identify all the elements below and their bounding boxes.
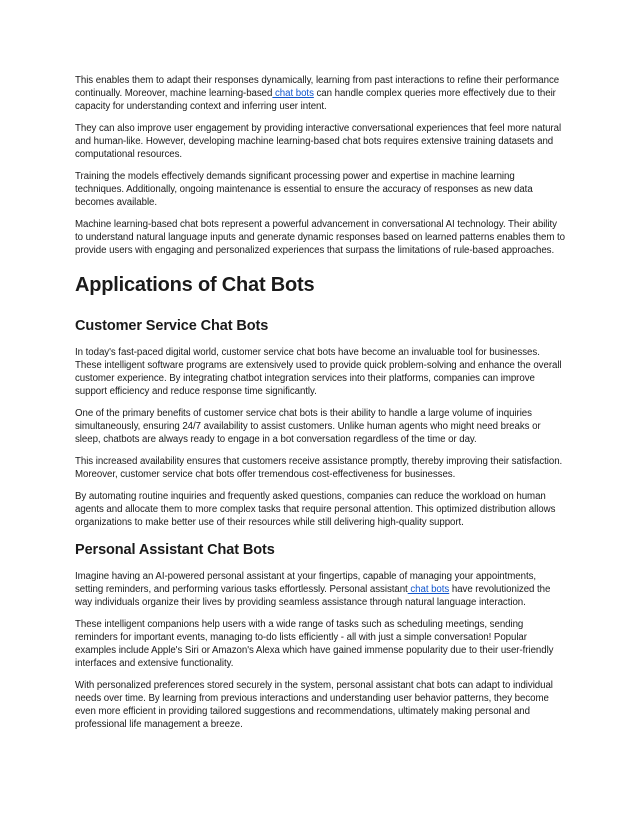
customer-service-heading: Customer Service Chat Bots bbox=[75, 318, 269, 334]
intro-paragraph: Machine learning-based chat bots represent a powerful advancement in conversational AI technology. Their ability to understand natural language inputs and generate dynamic responses based on learned patterns enables them to provide users with engaging and personalized experiences that surpass the limitations of rule-based approaches. bbox=[75, 219, 565, 256]
personal-assistant-paragraph: These intelligent companions help users with a wide range of tasks such as scheduling meetings, sending reminders for important events, managing to-do lists efficiently - all with just a simple conversation! Popular examples include Apple's Siri or Amazon's Alexa which have gained immense popularity due to their user-friendly interfaces and extensive functionality. bbox=[75, 619, 554, 669]
section-heading: Applications of Chat Bots bbox=[75, 274, 315, 296]
customer-service-paragraph: By automating routine inquiries and frequently asked questions, companies can reduce the workload on human agents and allocate them to more complex tasks that require personal attention. This optimized distribution allows organizations to make better use of their resources while still delivering high-quality support. bbox=[75, 491, 556, 528]
document-page bbox=[75, 74, 565, 740]
intro-paragraph: This enables them to adapt their responses dynamically, learning from past interactions to refine their performance continually. Moreover, machine learning-based chat bots can handle complex queries more effectively due to their capacity for understanding context and inferring user intent. bbox=[75, 75, 560, 112]
intro-paragraph: Training the models effectively demands significant processing power and expertise in machine learning techniques. Additionally, ongoing maintenance is essential to ensure the accuracy of responses as new data becomes available. bbox=[75, 171, 533, 208]
personal-assistant-paragraph: Imagine having an AI-powered personal assistant at your fingertips, capable of managing your appointments, setting reminders, and performing various tasks effortlessly. Personal assistant chat bots have revolutionized the way individuals organize their lives by providing seamless assistance through natural language interaction. bbox=[75, 571, 551, 608]
personal-assistant-paragraph: With personalized preferences stored securely in the system, personal assistant chat bots can adapt to individual needs over time. By learning from previous interactions and understanding user behavior patterns, they become even more efficient in providing tailored suggestions and recommendations, ultimately making personal and professional life management a breeze. bbox=[75, 680, 553, 730]
customer-service-paragraph: This increased availability ensures that customers receive assistance promptly, thereby improving their satisfaction. Moreover, customer service chat bots offer tremendous cost-effectiveness for businesses. bbox=[75, 456, 563, 480]
personal-assistant-heading: Personal Assistant Chat Bots bbox=[75, 542, 275, 558]
customer-service-paragraph: One of the primary benefits of customer service chat bots is their ability to handle a large volume of inquiries simultaneously, ensuring 24/7 availability to assist customers. Unlike human agents who might need breaks or sleep, chatbots are always ready to engage in a bot conversation regardless of the time or day. bbox=[75, 408, 541, 445]
chat-bots-link[interactable]: chat bots bbox=[407, 584, 450, 595]
customer-service-paragraph: In today's fast-paced digital world, customer service chat bots have become an invaluable tool for businesses. These intelligent software programs are extensively used to provide quick problem-solving and enhance the overall customer experience. By integrating chatbot integration services into their platforms, companies can improve support efficiency and reduce response time significantly. bbox=[75, 347, 562, 397]
intro-paragraph: They can also improve user engagement by providing interactive conversational experiences that feel more natural and human-like. However, developing machine learning-based chat bots requires extensive training datasets and computational resources. bbox=[75, 123, 562, 160]
chat-bots-link[interactable]: chat bots bbox=[272, 88, 314, 99]
